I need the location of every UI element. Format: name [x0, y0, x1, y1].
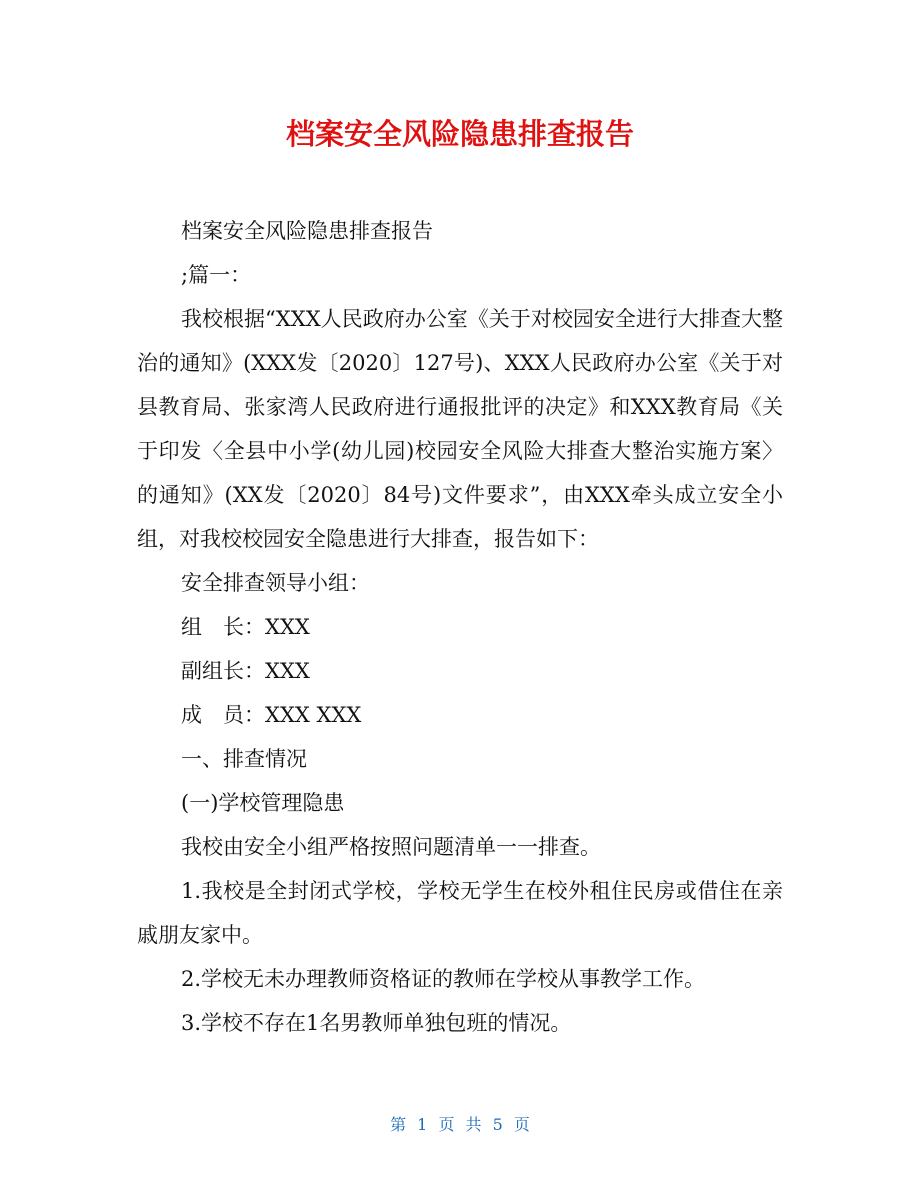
document-title: 档案安全风险隐患排查报告: [285, 117, 634, 151]
paragraph: 安全排查领导小组：: [181, 571, 370, 595]
paragraph: 我校由安全小组严格按照问题清单一一排查。: [181, 835, 601, 859]
section-heading: 一、排查情况: [181, 747, 307, 771]
subsection-heading: (一)学校管理隐患: [181, 791, 345, 815]
list-item: 3.学校不存在1名男教师单独包班的情况。: [181, 1011, 572, 1035]
paragraph: ;篇一：: [181, 263, 252, 287]
paragraph: 副组长：XXX: [181, 659, 310, 683]
list-item: 2.学校无未办理教师资格证的教师在学校从事教学工作。: [181, 967, 706, 991]
paragraph: 成 员：XXX XXX: [181, 703, 362, 727]
list-item: 1.我校是全封闭式学校，学校无学生在校外租住民房或借住在亲戚朋友家中。: [137, 879, 783, 947]
paragraph: 我校根据“XXX人民政府办公室《关于对校园安全进行大排查大整治的通知》(XXX发〔2020〕127号)、XXX人民政府办公室《关于对县教育局、张家湾人民政府进行通报批评的决定》和XXX教育局《关于印发〈全县中小学(幼儿园)校园安全风险大排查大整治实施方案〉的通知》(XX发〔2020〕84号)文件要求”，由XXX牵头成立安全小组，对我校校园安全隐患进行大排查，报告如下：: [137, 307, 783, 551]
document-body: [137, 209, 783, 1045]
paragraph: 档案安全风险隐患排查报告: [181, 219, 433, 243]
paragraph: 组 长：XXX: [181, 615, 310, 639]
page-number-footer: 第 1 页 共 5 页: [390, 1115, 530, 1134]
